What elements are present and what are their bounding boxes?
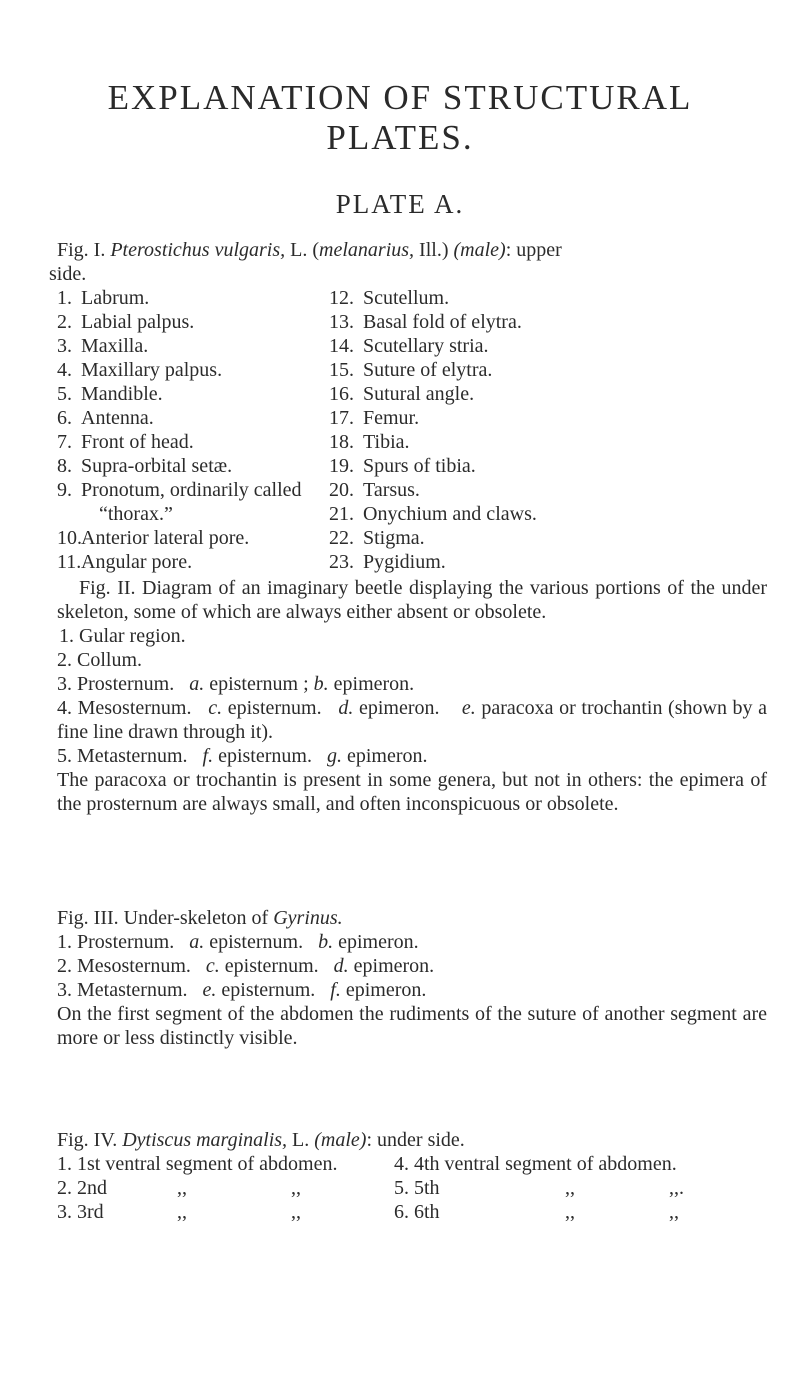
item-number: 11. bbox=[57, 551, 82, 573]
fig4-caption bbox=[57, 1128, 767, 1152]
fig3-item-3-letter-e: e. bbox=[202, 979, 217, 1001]
fig4-row-1 bbox=[57, 1152, 767, 1176]
item-number: 15. bbox=[329, 359, 354, 381]
item-number: 13. bbox=[329, 311, 354, 333]
item-text: Tarsus. bbox=[363, 479, 420, 501]
heading-line-2: PLATES. bbox=[326, 118, 474, 157]
item-text: Suture of elytra. bbox=[363, 359, 493, 381]
fig1-caption bbox=[49, 238, 767, 286]
fig4-label: Fig. IV. bbox=[57, 1129, 118, 1151]
fig4-sex: (male) bbox=[314, 1129, 367, 1151]
fig3-note: On the first segment of the abdomen the rudiments of the suture of another segment are more or less distinctly visible. bbox=[57, 1003, 767, 1049]
heading-line-1: EXPLANATION OF STRUCTURAL bbox=[107, 78, 693, 117]
fig4-ditto-mark: ,,. bbox=[669, 1177, 684, 1199]
fig3-item-1-letter-a: a. bbox=[189, 931, 205, 953]
fig2-item-2: 2. Collum. bbox=[57, 649, 143, 671]
fig2-item-4-letter-c: c. bbox=[208, 697, 223, 719]
fig3-item-3 bbox=[57, 978, 767, 1002]
fig1-synonym-author: Ill.) bbox=[419, 239, 449, 261]
fig2-intro: Fig. II. Diagram of an imaginary beetle displaying the various portions of the under skeleton, some of which are always either absent or obsolete. bbox=[57, 577, 767, 623]
fig4-segment-2: 2. 2nd bbox=[57, 1177, 107, 1199]
fig3-item-1-part: 1. Prosternum. bbox=[57, 931, 175, 953]
right-item bbox=[329, 358, 769, 382]
item-text: Maxilla. bbox=[81, 335, 149, 357]
fig2-item-4-letter-d: d. bbox=[338, 697, 354, 719]
item-number: 12. bbox=[329, 287, 354, 309]
item-number: 17. bbox=[329, 407, 354, 429]
fig4-ditto-mark: ,, bbox=[565, 1177, 575, 1199]
item-text: Basal fold of elytra. bbox=[363, 311, 522, 333]
fig2-item-4-paracoxa: paracoxa or trochantin (shown by a fine line drawn through it). bbox=[57, 697, 768, 743]
fig4-ditto-mark: ,, bbox=[177, 1177, 187, 1199]
right-item bbox=[329, 406, 769, 430]
item-text: Onychium and claws. bbox=[363, 503, 537, 525]
plate-title: PLATE A. bbox=[335, 189, 465, 219]
fig1-species: Pterostichus vulgaris, bbox=[110, 239, 286, 261]
item-number: 10. bbox=[57, 527, 82, 549]
fig2-item-3-letter-b: b. bbox=[313, 673, 329, 695]
item-number: 18. bbox=[329, 431, 354, 453]
fig2-item-3-part: 3. Prosternum. bbox=[57, 673, 175, 695]
fig3-item-3-episternum: episternum. bbox=[221, 979, 316, 1001]
item-number: 4. bbox=[57, 359, 72, 381]
fig4-tail: : under side. bbox=[366, 1129, 465, 1151]
fig4-row-3 bbox=[57, 1200, 767, 1224]
item-text: Supra-orbital setæ. bbox=[81, 455, 233, 477]
fig4-section bbox=[57, 1128, 767, 1224]
fig2-item-1: 1. Gular region. bbox=[59, 625, 186, 647]
item-text: Tibia. bbox=[363, 431, 410, 453]
fig3-item-2 bbox=[57, 954, 767, 978]
fig4-segment-4: 4. 4th ventral segment of abdomen. bbox=[394, 1153, 677, 1175]
item-text: Maxillary palpus. bbox=[81, 359, 223, 381]
item-text: Pronotum, ordinarily called bbox=[81, 479, 302, 501]
fig2-item-4-episternum: episternum. bbox=[227, 697, 322, 719]
fig4-segment-3: 3. 3rd bbox=[57, 1201, 104, 1223]
fig2-item-4-part: 4. Mesosternum. bbox=[57, 697, 192, 719]
fig2-item-5-episternum: episternum. bbox=[218, 745, 312, 767]
item-text: Mandible. bbox=[81, 383, 163, 405]
fig4-species: Dytiscus marginalis, bbox=[122, 1129, 288, 1151]
item-number: 1. bbox=[57, 287, 72, 309]
fig4-author: L. bbox=[292, 1129, 310, 1151]
fig2-item-4-letter-e: e. bbox=[461, 697, 476, 719]
item-number: 14. bbox=[329, 335, 354, 357]
fig4-ditto-mark: ,, bbox=[177, 1201, 187, 1223]
item-text: Femur. bbox=[363, 407, 420, 429]
fig4-ditto-mark: ,, bbox=[669, 1201, 679, 1223]
item-text: Anterior lateral pore. bbox=[81, 527, 250, 549]
fig3-item-3-part: 3. Metasternum. bbox=[57, 979, 188, 1001]
fig3-section bbox=[57, 906, 767, 1050]
fig2-item-3 bbox=[57, 672, 767, 696]
item-number: 22. bbox=[329, 527, 354, 549]
item-text: Angular pore. bbox=[81, 551, 193, 573]
right-item bbox=[329, 502, 769, 526]
item-text: Scutellary stria. bbox=[363, 335, 489, 357]
fig4-row-2 bbox=[57, 1176, 767, 1200]
right-item bbox=[329, 430, 769, 454]
right-item bbox=[329, 550, 769, 574]
fig1-sex: (male) bbox=[453, 239, 506, 261]
fig2-item-4-epimeron: epimeron. bbox=[358, 697, 440, 719]
fig3-item-2-letter-c: c. bbox=[205, 955, 220, 977]
right-item bbox=[329, 310, 769, 334]
right-item bbox=[329, 454, 769, 478]
fig2-item-5-letter-g: g. bbox=[326, 745, 342, 767]
item-number: 7. bbox=[57, 431, 72, 453]
fig1-caption-line-2: side. bbox=[49, 263, 87, 285]
fig2-item-4 bbox=[57, 696, 767, 744]
fig3-item-3-letter-f: f. bbox=[330, 979, 341, 1001]
fig1-caption-line bbox=[57, 238, 767, 262]
fig4-ditto-mark: ,, bbox=[565, 1201, 575, 1223]
item-number: 3. bbox=[57, 335, 72, 357]
fig3-item-2-part: 2. Mesosternum. bbox=[57, 955, 191, 977]
item-number: 20. bbox=[329, 479, 354, 501]
fig1-tail: : upper bbox=[505, 239, 562, 261]
right-item bbox=[329, 526, 769, 550]
right-item bbox=[329, 382, 769, 406]
fig2-item-5 bbox=[57, 744, 767, 768]
fig3-item-2-episternum: episternum. bbox=[224, 955, 319, 977]
item-text: Sutural angle. bbox=[363, 383, 475, 405]
fig2-item-5-part: 5. Metasternum. bbox=[57, 745, 188, 767]
fig1-synonym-open: ( bbox=[312, 239, 320, 261]
item-text: Stigma. bbox=[363, 527, 425, 549]
fig3-caption bbox=[57, 906, 767, 930]
item-number: 2. bbox=[57, 311, 72, 333]
right-item bbox=[329, 478, 769, 502]
fig3-item-1-epimeron: epimeron. bbox=[338, 931, 419, 953]
fig2-item-3-epimeron: epimeron. bbox=[333, 673, 415, 695]
item-text: Pygidium. bbox=[363, 551, 446, 573]
item-number: 23. bbox=[329, 551, 354, 573]
fig4-segment-1: 1. 1st ventral segment of abdomen. bbox=[57, 1153, 338, 1175]
fig3-item-1-letter-b: b. bbox=[318, 931, 334, 953]
fig2-item-3-letter-a: a. bbox=[189, 673, 205, 695]
fig3-item-1 bbox=[57, 930, 767, 954]
item-number: 8. bbox=[57, 455, 72, 477]
fig4-segment-6: 6. 6th bbox=[394, 1201, 440, 1223]
item-number: 19. bbox=[329, 455, 354, 477]
fig1-synonym: melanarius, bbox=[319, 239, 415, 261]
fig2-item-5-epimeron: epimeron. bbox=[346, 745, 428, 767]
fig2-section bbox=[57, 576, 767, 816]
fig1-label: Fig. I. bbox=[57, 239, 106, 261]
fig4-segment-5: 5. 5th bbox=[394, 1177, 440, 1199]
fig3-genus: Gyrinus. bbox=[273, 907, 343, 929]
fig3-label: Fig. III. Under-skeleton of bbox=[57, 907, 269, 929]
item-text: “thorax.” bbox=[99, 503, 173, 525]
fig2-item-3-episternum: episternum ; bbox=[209, 673, 309, 695]
fig1-right-column bbox=[329, 286, 769, 574]
item-number: 6. bbox=[57, 407, 72, 429]
item-number: 16. bbox=[329, 383, 354, 405]
item-text: Labrum. bbox=[81, 287, 150, 309]
item-number: 9. bbox=[57, 479, 72, 501]
fig2-item-5-letter-f: f. bbox=[202, 745, 214, 767]
item-number: 21. bbox=[329, 503, 354, 525]
fig3-item-1-episternum: episternum. bbox=[209, 931, 304, 953]
right-item bbox=[329, 334, 769, 358]
item-text: Scutellum. bbox=[363, 287, 450, 309]
item-text: Front of head. bbox=[81, 431, 194, 453]
fig3-item-3-epimeron: epimeron. bbox=[345, 979, 427, 1001]
right-item bbox=[329, 286, 769, 310]
fig3-item-2-letter-d: d. bbox=[333, 955, 349, 977]
item-text: Labial palpus. bbox=[81, 311, 195, 333]
fig4-ditto-mark: ,, bbox=[291, 1177, 301, 1199]
fig2-note: The paracoxa or trochantin is present in some genera, but not in others: the epimera of the prosternum are always small, and often inconspicuous or obsolete. bbox=[57, 769, 767, 815]
fig3-item-2-epimeron: epimeron. bbox=[353, 955, 435, 977]
item-text: Spurs of tibia. bbox=[363, 455, 476, 477]
fig4-ditto-mark: ,, bbox=[291, 1201, 301, 1223]
item-number: 5. bbox=[57, 383, 72, 405]
fig1-author: L. bbox=[290, 239, 308, 261]
item-text: Antenna. bbox=[81, 407, 154, 429]
